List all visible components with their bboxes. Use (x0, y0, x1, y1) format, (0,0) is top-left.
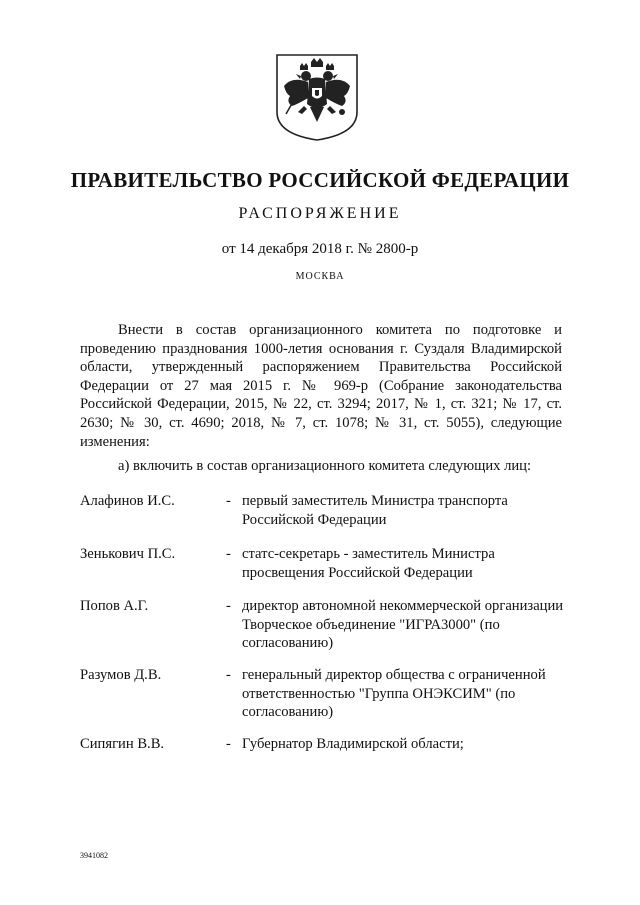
member-role: директор автономной некоммерческой организации Творческое объединение "ИГРА3000" (по согласованию) (242, 598, 564, 652)
document-date: от 14 декабря 2018 г. № 2800-р (221, 241, 419, 257)
member-role: статс-секретарь - заместитель Министра просвещения Российской Федерации (242, 546, 495, 581)
member-dash: - (226, 667, 231, 683)
member-name: Сипягин В.В. (80, 736, 165, 752)
document-type: РАСПОРЯЖЕНИЕ (238, 205, 402, 222)
member-dash: - (226, 493, 231, 509)
member-dash: - (226, 546, 231, 562)
member-dash: - (226, 736, 231, 752)
member-dash: - (226, 598, 231, 614)
member-role: генеральный директор общества с ограниченной ответственностью "Группа ОНЭКСИМ" (по согласованию) (242, 667, 546, 721)
government-title: ПРАВИТЕЛЬСТВО РОССИЙСКОЙ ФЕДЕРАЦИИ (70, 168, 570, 192)
member-name: Попов А.Г. (80, 598, 149, 614)
document-code: 3941082 (80, 851, 108, 860)
member-name: Разумов Д.В. (80, 667, 162, 683)
russian-coat-of-arms-icon (274, 52, 360, 142)
member-role: Губернатор Владимирской области; (242, 736, 464, 752)
subitem-a: а) включить в состав организационного комитета следующих лиц: (118, 458, 532, 474)
member-role: первый заместитель Министра транспорта Российской Федерации (242, 493, 508, 528)
main-paragraph: Внести в состав организационного комитета по подготовке и проведению празднования 1000-летия основания г. Суздаля Владимирской области, утвержденный распоряжением Правительства Российской Федерации от 27 мая 2015 г. № 969-р (Собрание законодательства Российской Федерации, 2015, № 22, ст. 3294; 2017, № 1, ст. 321; № 17, ст. 2630; № 30, ст. 4690; 2018, № 7, ст. 1078; № 31, ст. 5055), следующие изменения: (80, 322, 562, 450)
member-name: Зенькович П.С. (80, 546, 176, 562)
member-name: Алафинов И.С. (80, 493, 175, 509)
city: МОСКВА (295, 271, 345, 282)
